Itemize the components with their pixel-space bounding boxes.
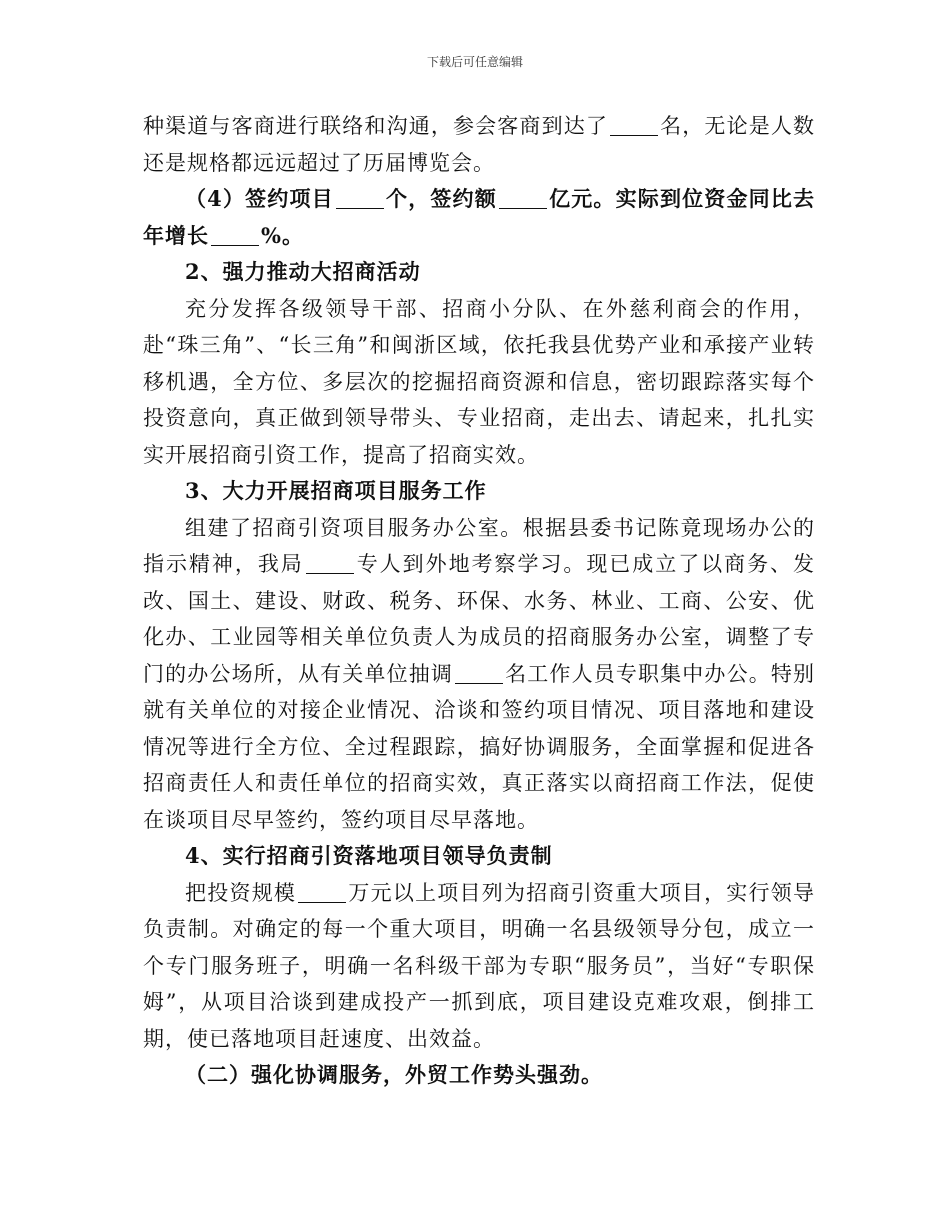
paragraph-leader-responsibility (143, 875, 815, 1058)
heading-text: 3、大力开展招商项目服务工作 (185, 478, 487, 503)
text-segment: 个，签约额 (385, 186, 497, 211)
paragraph-continuation (143, 108, 815, 181)
text-segment: 专人到外地考察学习。现已成立了以商务、发改、国土、建设、财政、税务、环保、水务、林业、工商、公安、优化办、工业园等相关单位负责人为成员的招商服务办公室，调整了专门的办公场所，从有关单位抽调 (143, 552, 816, 686)
section-heading-two (143, 1057, 815, 1094)
text-segment: 万元以上项目列为招商引资重大项目，实行领导负责制。对确定的每一个重大项目，明确一名县级领导分包，成立一个专门服务班子，明确一名科级干部为专职“服务员”，当好“专职保姆”，从项目洽谈到建成投产一抓到底，项目建设克难攻艰，倒排工期，使已落地项目赶速度、出效益。 (143, 880, 816, 1051)
fill-blank (298, 882, 346, 903)
text-segment: （4）签约项目 (185, 186, 334, 211)
text-segment: 名工作人员专职集中办公。特别就有关单位的对接企业情况、洽谈和签约项目情况、项目落地和建设情况等进行全方位、全过程跟踪，搞好协调服务，全面掌握和促进各招商责任人和责任单位的招商实效，真正落实以商招商工作法，促使在谈项目尽早签约，签约项目尽早落地。 (143, 661, 815, 832)
heading-text: 4、实行招商引资落地项目领导负责制 (185, 843, 553, 868)
text-segment: 把投资规模 (185, 880, 297, 905)
heading-text: 2、强力推动大招商活动 (185, 259, 421, 284)
section-heading-3 (143, 473, 815, 510)
text-segment: 亿元。实际到位资金同比去年增长 (143, 186, 816, 248)
paragraph-investment-activities (143, 291, 815, 474)
fill-blank (211, 225, 259, 246)
fill-blank (306, 553, 354, 574)
fill-blank (499, 188, 547, 209)
paragraph-service-office (143, 510, 815, 839)
document-body (143, 108, 815, 1094)
fill-blank (336, 188, 384, 209)
text-segment: 充分发挥各级领导干部、招商小分队、在外慈利商会的作用，赴“珠三角”、“长三角”和闽浙区域，依托我县优势产业和承接产业转移机遇，全方位、多层次的挖掘招商资源和信息，密切跟踪落实每个投资意向，真正做到领导带头、专业招商，走出去、请起来，扎扎实实开展招商引资工作，提高了招商实效。 (143, 296, 815, 467)
text-segment: %。 (261, 222, 304, 248)
section-heading-4 (143, 838, 815, 875)
section-heading-2 (143, 254, 815, 291)
text-segment: 名，无论是人数还是规格都远远超过了历届博览会。 (143, 114, 815, 175)
text-segment: 组建了招商引资项目服务办公室。根据县委书记陈竟现场办公的指示精神，我局 (143, 515, 815, 576)
text-segment: 种渠道与客商进行联络和沟通，参会客商到达了 (143, 114, 608, 138)
heading-text: （二）强化协调服务，外贸工作势头强劲。 (185, 1062, 603, 1087)
item-4-signed-projects (143, 181, 815, 254)
fill-blank (455, 663, 503, 684)
fill-blank (610, 115, 658, 136)
page-header: 下载后可任意编辑 (426, 55, 523, 69)
